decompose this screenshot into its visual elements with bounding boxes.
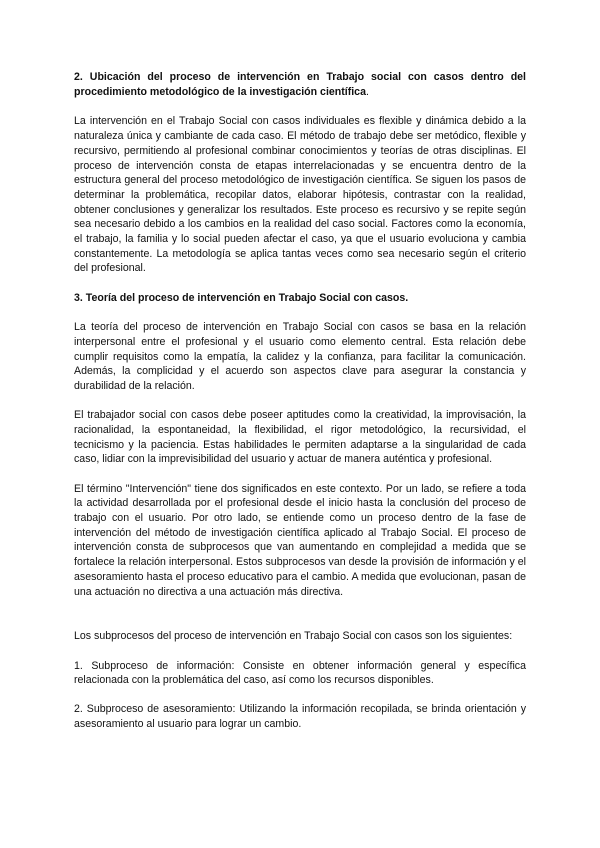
section-2-heading-text: 2. Ubicación del proceso de intervención en Trabajo social con casos dentro del procedimiento metodológico de la investigación científica — [74, 71, 526, 98]
section-3-paragraph-1: La teoría del proceso de intervención en Trabajo Social con casos se basa en la relación interpersonal entre el profesional y el usuario como elemento central. Esta relación debe cumplir requisitos como la empatía, la calidez y la confianza, para facilitar la comunicación. Además, la complicidad y el acuerdo son aspectos clave para asegurar la constancia y durabilidad de la relación. — [74, 321, 526, 393]
section-3-paragraph-2: El trabajador social con casos debe poseer aptitudes como la creatividad, la improvisación, la racionalidad, la espontaneidad, la flexibilidad, el rigor metodológico, la recursividad, el tecnicismo y la paciencia. Estas habilidades le permiten adaptarse a la singularidad de cada caso, lidiar con la imprevisibilidad del usuario y actuar de manera auténtica y profesional. — [74, 409, 526, 466]
subproceso-item-2: 2. Subproceso de asesoramiento: Utilizando la información recopilada, se brinda orientación y asesoramiento al usuario para lograr un cambio. — [74, 703, 526, 731]
section-3-paragraph-3: El término "Intervención" tiene dos significados en este contexto. Por un lado, se refiere a toda la actividad desarrollada por el profesional desde el inicio hasta la conclusión del proceso de trabajo con el usuario. Por otro lado, se entiende como un proceso dentro de la fase de intervención del método de investigación científica aplicado al Trabajo Social. El proceso de intervención consta de subprocesos que van aumentando en complejidad a medida que se fortalece la relación interpersonal. Estos subprocesos van desde la provisión de información y el asesoramiento hasta el proceso educativo para el cambio. A medida que evolucionan, pasan de una actuación no directiva a una actuación más directiva. — [74, 482, 526, 598]
subproceso-item-1: 1. Subproceso de información: Consiste en obtener información general y específica relacionada con la problemática del caso, así como los recursos disponibles. — [74, 659, 526, 687]
section-3-heading: 3. Teoría del proceso de intervención en Trabajo Social con casos. — [74, 291, 409, 304]
section-2-heading-period: . — [365, 85, 369, 98]
section-2-heading — [74, 70, 526, 99]
subprocesos-intro: Los subprocesos del proceso de intervención en Trabajo Social con casos son los siguientes: — [74, 630, 513, 643]
section-2-paragraph: La intervención en el Trabajo Social con casos individuales es flexible y dinámica debido a la naturaleza única y cambiante de cada caso. El método de trabajo debe ser metódico, flexible y recursivo, permitiendo al profesional combinar conocimientos y teorías de otras disciplinas. El proceso de intervención consta de etapas interrelacionadas y se encuentra dentro de la estructura general del proceso metodológico de investigación científica. Se siguen los pasos de determinar la problemática, recopilar datos, elaborar hipótesis, contrastar con la realidad, obtener conclusiones y generalizar los resultados. Este proceso es recursivo y se repite según sea necesario debido a los cambios en la realidad del caso social. Factores como la economía, el trabajo, la familia y lo social pueden afectar el caso, ya que el usuario evoluciona y cambia constantemente. La metodología se aplica tantas veces como sea necesario según el criterio del profesional. — [74, 115, 526, 275]
document-page — [74, 70, 526, 732]
